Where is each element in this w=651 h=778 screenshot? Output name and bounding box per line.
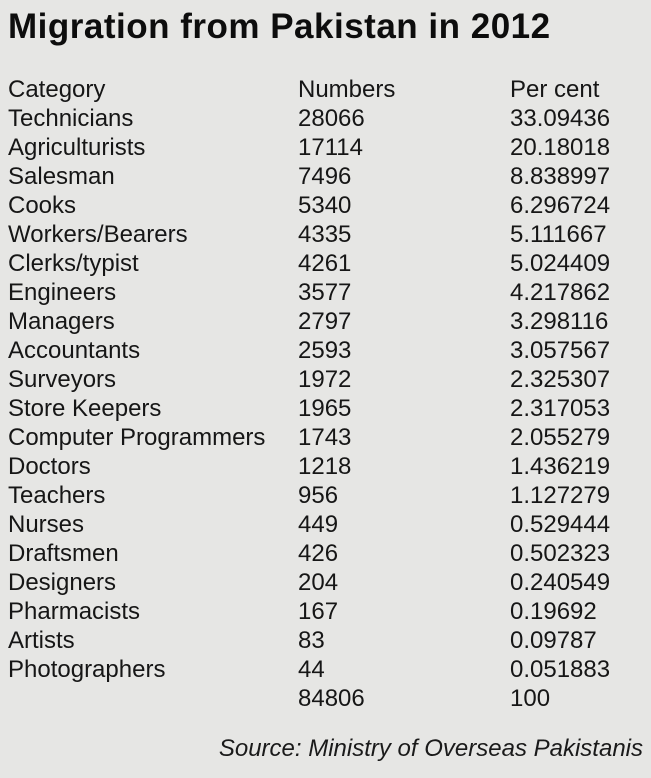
- percent-cell: 6.296724: [510, 192, 611, 219]
- percent-cell: 0.240549: [510, 569, 611, 596]
- category-cell: Agriculturists: [8, 134, 146, 161]
- category-cell: Nurses: [8, 511, 85, 538]
- category-cell: Teachers: [8, 482, 106, 509]
- percent-cell: 2.055279: [510, 424, 611, 451]
- numbers-cell: 83: [298, 627, 325, 654]
- numbers-cell: 17114: [298, 134, 363, 161]
- percent-cell: 1.127279: [510, 482, 611, 509]
- percent-cell: 0.19692: [510, 598, 597, 625]
- category-cell: Store Keepers: [8, 395, 162, 422]
- numbers-cell: 1965: [298, 395, 352, 422]
- numbers-cell: 1218: [298, 453, 352, 480]
- category-cell: Doctors: [8, 453, 91, 480]
- percent-cell: 5.024409: [510, 250, 611, 277]
- percent-cell: 2.317053: [510, 395, 611, 422]
- percent-cell: 4.217862: [510, 279, 611, 306]
- percent-cell: 1.436219: [510, 453, 611, 480]
- table-row: [8, 539, 651, 568]
- table-row: [8, 336, 651, 365]
- table-row: [8, 510, 651, 539]
- percent-cell: 3.057567: [510, 337, 611, 364]
- table-row: [8, 423, 651, 452]
- category-cell: Cooks: [8, 192, 77, 219]
- table-total-row: [8, 684, 651, 713]
- numbers-cell: 7496: [298, 163, 352, 190]
- category-cell: Surveyors: [8, 366, 117, 393]
- table-row: [8, 568, 651, 597]
- table-row: [8, 597, 651, 626]
- numbers-cell: 204: [298, 569, 339, 596]
- table-header-row: [8, 75, 651, 104]
- table-row: [8, 481, 651, 510]
- table-row: [8, 278, 651, 307]
- total-category-cell: [8, 684, 298, 713]
- table-row: [8, 133, 651, 162]
- numbers-cell: 3577: [298, 279, 352, 306]
- numbers-cell: 4335: [298, 221, 352, 248]
- header-numbers: Numbers: [298, 76, 396, 103]
- percent-cell: 2.325307: [510, 366, 611, 393]
- numbers-cell: 449: [298, 511, 339, 538]
- table-row: [8, 307, 651, 336]
- category-cell: Accountants: [8, 337, 141, 364]
- table-row: [8, 162, 651, 191]
- total-numbers-cell: 84806: [298, 685, 365, 712]
- percent-cell: 20.18018: [510, 134, 611, 161]
- percent-cell: 5.111667: [510, 221, 607, 248]
- category-cell: Artists: [8, 627, 75, 654]
- source-note: Source: Ministry of Overseas Pakistanis: [218, 735, 643, 762]
- table-row: [8, 249, 651, 278]
- header-percent: Per cent: [510, 76, 600, 103]
- percent-cell: 0.09787: [510, 627, 597, 654]
- category-cell: Managers: [8, 308, 115, 335]
- category-cell: Photographers: [8, 656, 166, 683]
- percent-cell: 3.298116: [510, 308, 609, 335]
- category-cell: Pharmacists: [8, 598, 141, 625]
- category-cell: Designers: [8, 569, 117, 596]
- table-row: [8, 220, 651, 249]
- table-row: [8, 394, 651, 423]
- percent-cell: 0.529444: [510, 511, 611, 538]
- numbers-cell: 1743: [298, 424, 352, 451]
- numbers-cell: 426: [298, 540, 339, 567]
- category-cell: Draftsmen: [8, 540, 119, 567]
- numbers-cell: 2797: [298, 308, 352, 335]
- numbers-cell: 5340: [298, 192, 352, 219]
- category-cell: Workers/Bearers: [8, 221, 188, 248]
- table-row: [8, 655, 651, 684]
- category-cell: Salesman: [8, 163, 115, 190]
- table-row: [8, 104, 651, 133]
- table-row: [8, 191, 651, 220]
- header-category: Category: [8, 76, 106, 103]
- table-row: [8, 365, 651, 394]
- numbers-cell: 956: [298, 482, 339, 509]
- numbers-cell: 28066: [298, 105, 365, 132]
- percent-cell: 8.838997: [510, 163, 611, 190]
- percent-cell: 0.051883: [510, 656, 611, 683]
- table-row: [8, 626, 651, 655]
- page-title: Migration from Pakistan in 2012: [8, 7, 551, 46]
- numbers-cell: 4261: [298, 250, 352, 277]
- migration-table: [8, 75, 651, 713]
- numbers-cell: 167: [298, 598, 339, 625]
- percent-cell: 0.502323: [510, 540, 611, 567]
- numbers-cell: 2593: [298, 337, 352, 364]
- table-row: [8, 452, 651, 481]
- category-cell: Technicians: [8, 105, 134, 132]
- total-percent-cell: 100: [510, 685, 551, 712]
- category-cell: Clerks/typist: [8, 250, 139, 277]
- numbers-cell: 1972: [298, 366, 352, 393]
- category-cell: Engineers: [8, 279, 117, 306]
- category-cell: Computer Programmers: [8, 424, 266, 451]
- percent-cell: 33.09436: [510, 105, 611, 132]
- numbers-cell: 44: [298, 656, 325, 683]
